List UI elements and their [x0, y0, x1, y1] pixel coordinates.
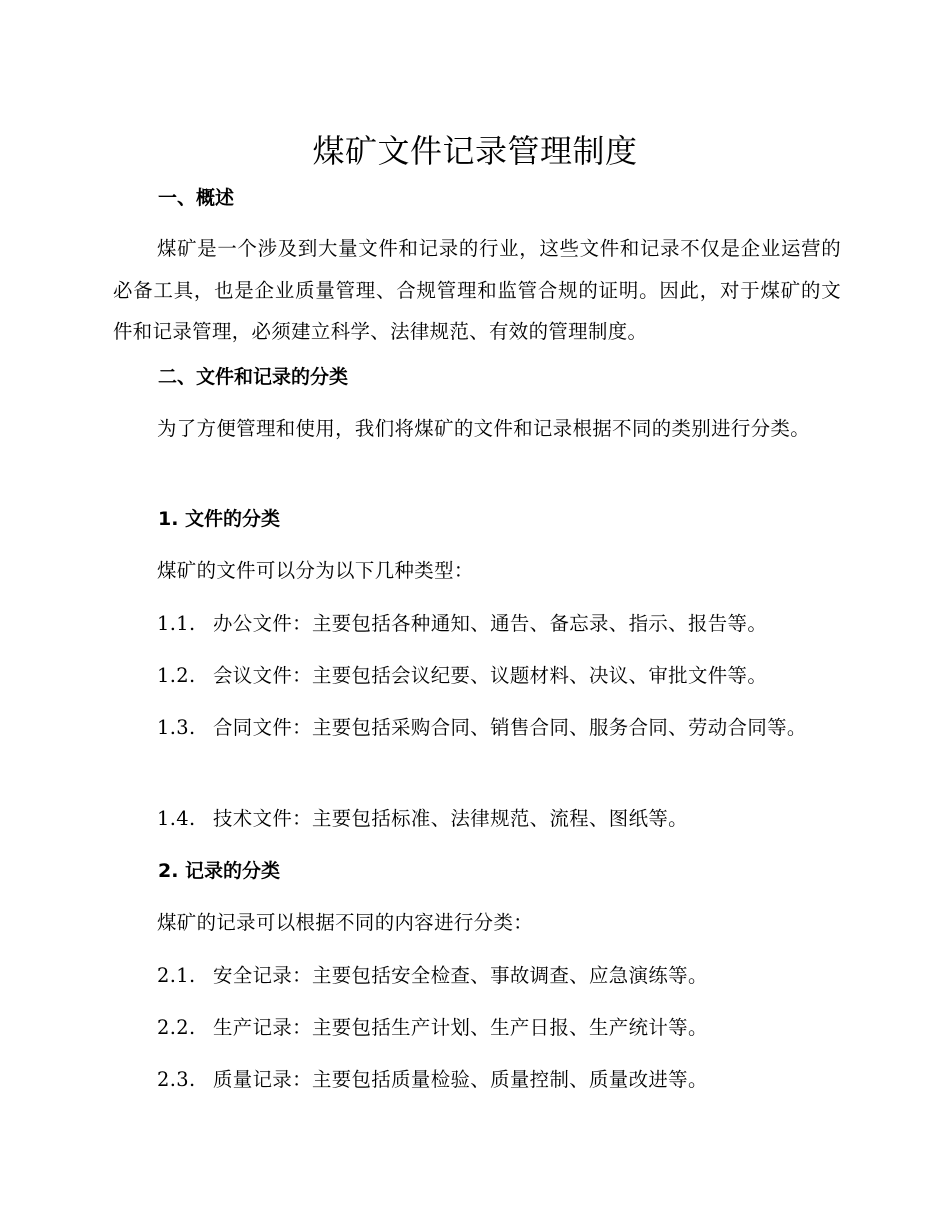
- list-item-text: 会议文件：主要包括会议纪要、议题材料、决议、审批文件等。: [213, 664, 768, 687]
- list-item: [113, 1059, 841, 1101]
- list-item: [113, 707, 841, 749]
- list-item: [113, 655, 841, 697]
- list-item-text: 技术文件：主要包括标准、法律规范、流程、图纸等。: [213, 807, 688, 830]
- list-item-text: 生产记录：主要包括生产计划、生产日报、生产统计等。: [213, 1016, 708, 1039]
- list-item-number: 2.1.: [157, 964, 196, 987]
- list-item-text: 办公文件：主要包括各种通知、通告、备忘录、指示、报告等。: [213, 612, 768, 635]
- file-classification-intro: 煤矿的文件可以分为以下几种类型：: [157, 559, 474, 582]
- list-item: [113, 1007, 841, 1049]
- list-item-text: 安全记录：主要包括安全检查、事故调查、应急演练等。: [213, 964, 708, 987]
- section-heading-classification: 二、文件和记录的分类: [158, 366, 349, 388]
- subheading-record-classification: 2. 记录的分类: [158, 860, 281, 882]
- list-item-number: 1.3.: [157, 716, 196, 739]
- list-item: [113, 603, 841, 645]
- record-classification-intro: 煤矿的记录可以根据不同的内容进行分类：: [157, 911, 534, 934]
- list-item-number: 2.3.: [157, 1068, 196, 1091]
- list-item-number: 1.1.: [157, 612, 196, 635]
- subheading-file-classification: 1. 文件的分类: [158, 508, 281, 530]
- document-title: 煤矿文件记录管理制度: [312, 132, 638, 170]
- list-item: [113, 955, 841, 997]
- overview-paragraph: 煤矿是一个涉及到大量文件和记录的行业，这些文件和记录不仅是企业运营的必备工具，也是企业质量管理、合规管理和监管合规的证明。因此，对于煤矿的文件和记录管理，必须建立科学、法律规范、有效的管理制度。: [113, 237, 841, 343]
- list-item-text: 质量记录：主要包括质量检验、质量控制、质量改进等。: [213, 1068, 708, 1091]
- list-item-number: 2.2.: [157, 1016, 196, 1039]
- list-item-number: 1.4.: [157, 807, 196, 830]
- list-item-text: 合同文件：主要包括采购合同、销售合同、服务合同、劳动合同等。: [213, 716, 807, 739]
- list-item-number: 1.2.: [157, 664, 196, 687]
- list-item: [113, 798, 841, 840]
- classification-paragraph: 为了方便管理和使用，我们将煤矿的文件和记录根据不同的类别进行分类。: [157, 417, 811, 440]
- section-heading-overview: 一、概述: [158, 187, 235, 209]
